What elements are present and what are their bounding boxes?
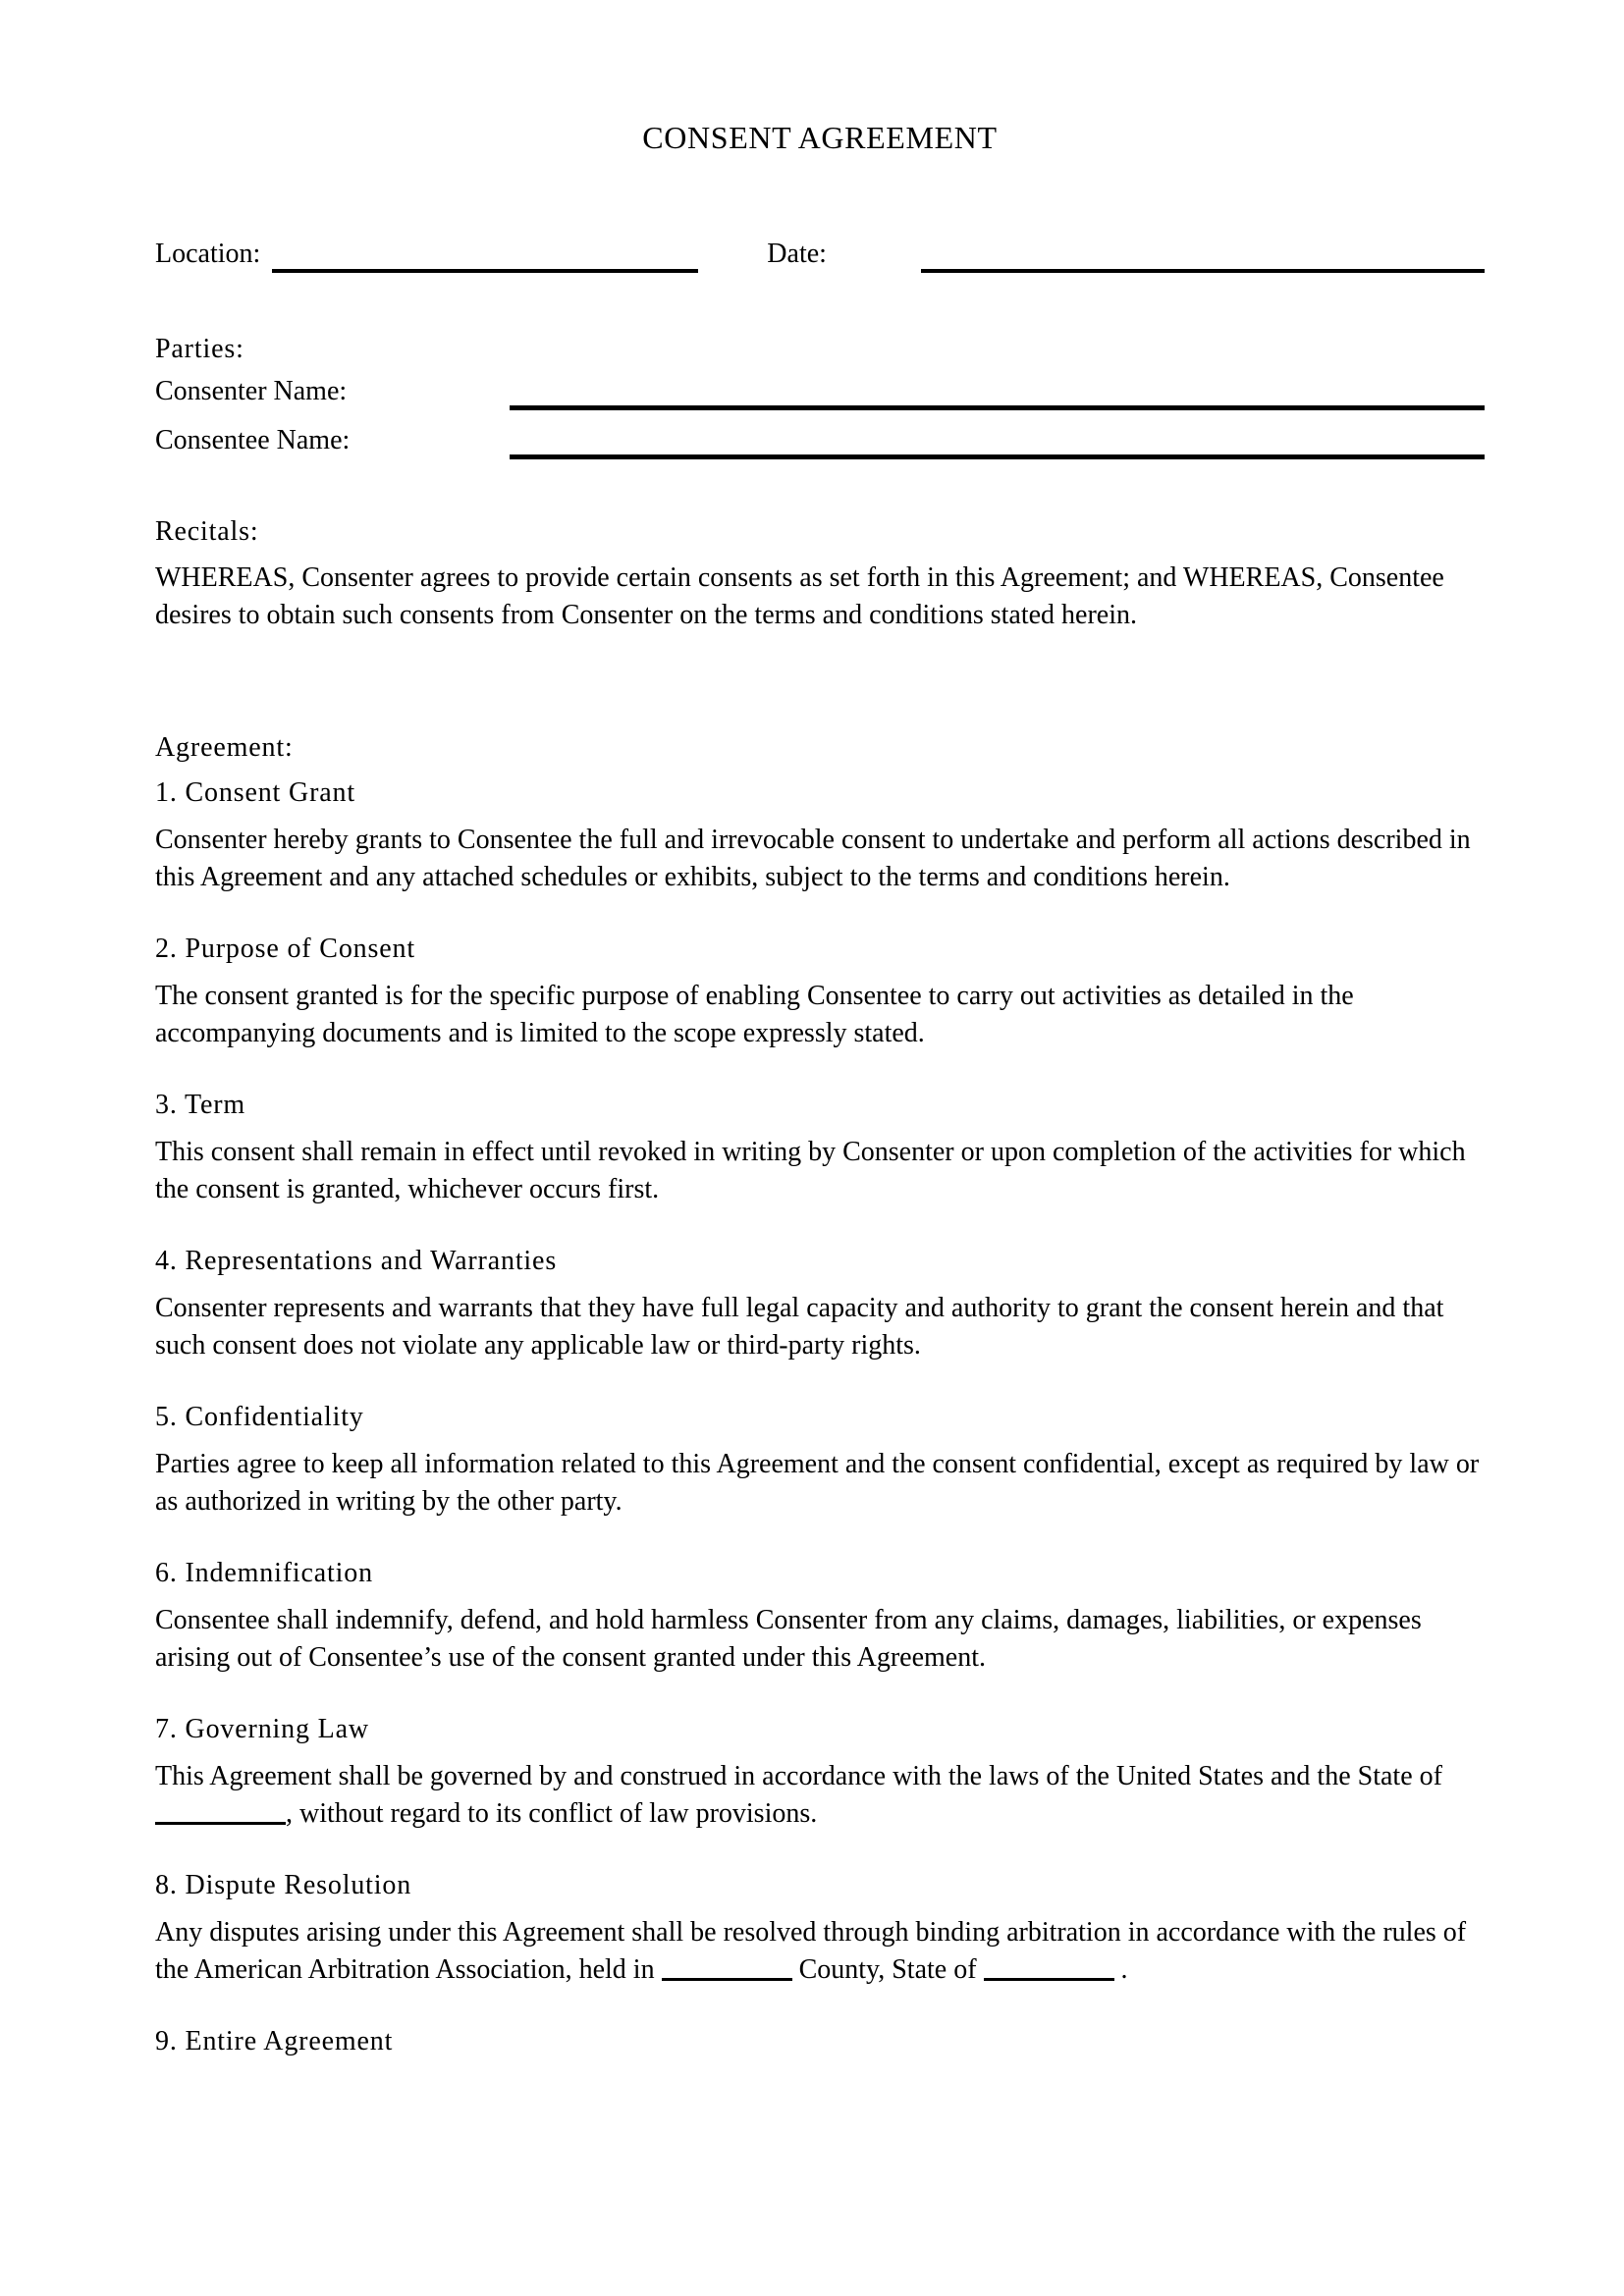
section-heading: 8. Dispute Resolution — [155, 1870, 412, 1900]
recitals-heading: Recitals: — [155, 516, 259, 547]
section-representations-warranties — [155, 1243, 1485, 1364]
section-body: Consenter represents and warrants that they have full legal capacity and authority to grant the consent herein and that such consent does not violate any applicable law or third-party rights. — [155, 1293, 1444, 1361]
section-body-text: County, State of — [791, 1954, 984, 1985]
section-body — [155, 1914, 1485, 1989]
section-confidentiality — [155, 1399, 1485, 1521]
location-blank-line — [272, 236, 698, 273]
section-entire-agreement — [155, 2023, 1485, 2060]
section-body-text: Any disputes arising under this Agreement shall be resolved through binding arbitration in accordance with the rules of the American Arbitration Association, held in — [155, 1917, 1467, 1985]
section-heading: 9. Entire Agreement — [155, 2026, 394, 2056]
section-body: This consent shall remain in effect until revoked in writing by Consenter or upon completion of the activities for which the consent is granted, whichever occurs first. — [155, 1137, 1466, 1204]
recitals-text: WHEREAS, Consenter agrees to provide certain consents as set forth in this Agreement; and WHEREAS, Consentee desires to obtain such consents from Consenter on the terms and conditions stated herein. — [155, 562, 1444, 630]
section-body: Consentee shall indemnify, defend, and hold harmless Consenter from any claims, damages, liabilities, or expenses arising out of Consentee’s use of the consent granted under this Agreement. — [155, 1605, 1422, 1673]
section-term — [155, 1087, 1485, 1208]
section-heading: 5. Confidentiality — [155, 1402, 364, 1432]
section-dispute-resolution — [155, 1867, 1485, 1989]
consentee-name-row — [155, 422, 1485, 459]
document-title: CONSENT AGREEMENT — [642, 120, 998, 155]
section-heading: 2. Purpose of Consent — [155, 934, 415, 964]
state-blank-line — [984, 1978, 1114, 1981]
section-body-text: , without regard to its conflict of law provisions. — [286, 1798, 818, 1829]
date-blank-line — [921, 236, 1485, 273]
location-label: Location: — [155, 239, 261, 269]
section-heading: 6. Indemnification — [155, 1558, 373, 1588]
section-governing-law — [155, 1711, 1485, 1833]
consentee-name-label: Consentee Name: — [155, 425, 351, 455]
section-heading: 1. Consent Grant — [155, 777, 355, 808]
section-body-text: . — [1113, 1954, 1128, 1985]
section-body: Parties agree to keep all information related to this Agreement and the consent confidential, except as required by law or as authorized in writing by the other party. — [155, 1449, 1480, 1517]
section-consent-grant — [155, 774, 1485, 896]
state-blank-line — [155, 1822, 286, 1825]
parties-heading: Parties: — [155, 334, 244, 364]
section-body — [155, 1758, 1485, 1833]
consentee-name-blank-line — [510, 422, 1485, 459]
section-body: Consenter hereby grants to Consentee the full and irrevocable consent to undertake and perform all actions described in this Agreement and any attached schedules or exhibits, subject to the terms and conditions herein. — [155, 825, 1471, 892]
section-body: The consent granted is for the specific purpose of enabling Consentee to carry out activities as detailed in the accompanying documents and is limited to the scope expressly stated. — [155, 981, 1354, 1048]
consenter-name-row — [155, 373, 1485, 410]
consenter-name-label: Consenter Name: — [155, 376, 348, 406]
section-heading: 3. Term — [155, 1090, 246, 1120]
section-indemnification — [155, 1555, 1485, 1677]
agreement-heading: Agreement: — [155, 732, 294, 763]
section-heading: 7. Governing Law — [155, 1714, 369, 1744]
county-blank-line — [662, 1978, 792, 1981]
location-date-row — [155, 236, 1485, 273]
section-body-text: This Agreement shall be governed by and construed in accordance with the laws of the United States and the State of — [155, 1761, 1442, 1791]
section-heading: 4. Representations and Warranties — [155, 1246, 558, 1276]
consenter-name-blank-line — [510, 373, 1485, 410]
section-purpose-of-consent — [155, 931, 1485, 1052]
date-label: Date: — [767, 239, 827, 269]
